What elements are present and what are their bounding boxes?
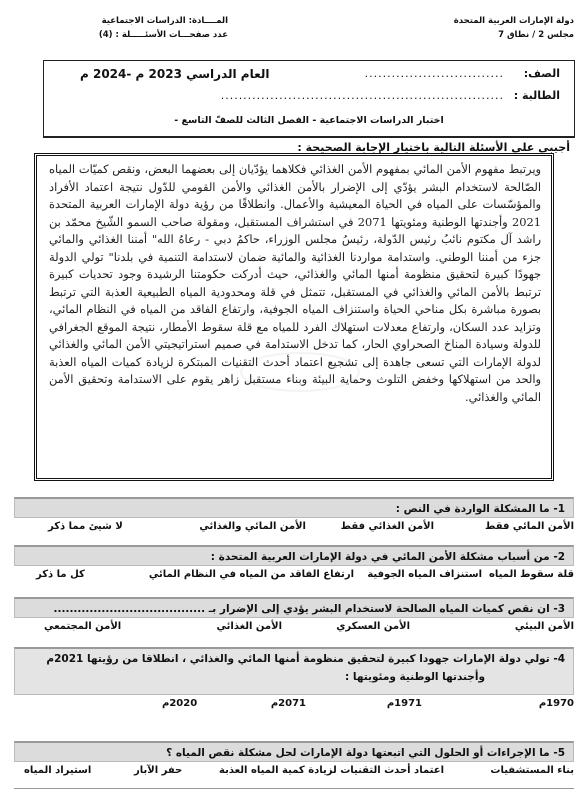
option-3c[interactable]: الأمن الغذائي bbox=[216, 621, 282, 632]
option-3d[interactable]: الأمن المجتمعي bbox=[44, 621, 122, 632]
option-4d[interactable]: 2020م bbox=[162, 698, 198, 709]
grade-label: الصف: bbox=[523, 67, 560, 80]
grade-field[interactable]: ............................... bbox=[364, 67, 504, 80]
pages-count: عدد صفحـــات الأسئـــــلة : (4) bbox=[98, 30, 228, 40]
option-4b[interactable]: 1971م bbox=[386, 698, 422, 709]
passage-text: ويرتبط مفهوم الأمن المائي بمفهوم الأمن الغذائي فكلاهما يؤدّيان إلى بعضهما البعض، ونقص كميّات المياه الصّالحة لاستخدام البشر يؤدّي إلى الإضرار بالأمن الغذائي والأمن القومي للدّول نتيجة اعتماد الأفراد والمؤسّسات على المياه في الحياة المعيشية والأعمال. وانطلاقًا من رؤية دولة الإمارات العربية المتحدة 2021 وأجندتها الوطنية ومئويتها 2071 في استشراف المستقبل، ومقولة صاحب السمو الشّيخ محمّد بن راشد آل مكتوم نائبُ رئيس الدّولة، رئيسُ مجلس الوزراء، حاكمُ دبي - رعاهُ الله" أمننا الغذائي والمائي جزء من أمننا الوطني. واستدامة مواردنا الغذائية والمائية ضمان لاستدامة التنمية في بلدنا" تولي الدولة جهودًا كبيرة لتحقيق منظومة أمنها المائي والغذائي، حيث أدركت حكومتنا الرشيدة وجود تحديات كبيرة ترتبط بالأمن المائي والغذائي في المستقبل، تتمثل في قلة ومحدودية المياه الطبيعية العذبة التي ترتبط بصورة مباشرة بكل مناحي الحياة واستنزاف المياه الجوفية، وارتفاع الفاقد من المياه في النظام المائي، وتزايد عدد السكان، وارتفاع معدلات استهلاك الفرد للمياه مع قلة سقوط الأمطار، نتيجة الموقع الجغرافي للدولة وسيادة المناخ الصحراوي الحار، كما تدخل الاستدامة في صميم استراتيجيتي الأمن المائي والغذائي لدولة الإمارات التي تسعى جاهدة إلى تشجيع اعتماد أحدث التقنيات المبتكرة لزيادة كميات المياه العذبة والحد من استهلاكها وخفض التلوث وحماية البيئة وبناء مستقبل زاهر يقوم على الاستدامة وتحقيق الأمن المائي والغذائي. bbox=[49, 162, 541, 404]
question-1-text: 1- ما المشكلة الواردة في النص : bbox=[14, 497, 574, 518]
option-5d[interactable]: استيراد المياه bbox=[24, 765, 92, 776]
academic-year: العام الدراسي 2023 م -2024 م bbox=[80, 67, 270, 81]
question-4 bbox=[14, 647, 574, 715]
question-5-options bbox=[14, 762, 574, 782]
header-subject-block bbox=[28, 14, 228, 42]
option-4a[interactable]: 1970م bbox=[538, 698, 574, 709]
option-2c[interactable]: ارتفاع الفاقد من المياه في النظام المائي bbox=[148, 569, 354, 580]
option-4c[interactable]: 2071م bbox=[270, 698, 306, 709]
option-1b[interactable]: الأمن الغذائي فقط bbox=[340, 521, 434, 532]
option-1a[interactable]: الأمن المائي فقط bbox=[485, 521, 574, 532]
question-4-line1: 4- تولي دولة الإمارات جهودا كبيرة لتحقيق منظومة أمنها المائي والغذائي ، انطلاقا من رؤيتها 2021م bbox=[46, 653, 565, 665]
question-1 bbox=[14, 497, 574, 538]
student-info-box bbox=[43, 60, 575, 138]
question-2-text: 2- من أسباب مشكلة الأمن المائي في دولة الإمارات العربية المتحدة : bbox=[14, 545, 574, 566]
watermark-stamp bbox=[240, 352, 360, 392]
option-5b[interactable]: اعتماد أحدث التقنيات لزيادة كمية المياه العذبة bbox=[219, 765, 444, 776]
subject-name: المــــادة: الدراسات الاجتماعية bbox=[101, 16, 228, 26]
question-3-options bbox=[14, 618, 574, 638]
exam-title: اختبار الدراسات الاجتماعية - الفصل الثالث للصفّ التاسع - bbox=[174, 115, 444, 126]
option-1d[interactable]: لا شيئ مما ذكر bbox=[48, 521, 123, 532]
option-2a[interactable]: قلة سقوط المياه bbox=[489, 569, 574, 580]
question-4-text bbox=[14, 647, 574, 695]
option-3a[interactable]: الأمن البيئي bbox=[514, 621, 574, 632]
question-3 bbox=[14, 597, 574, 638]
header-school-block bbox=[364, 14, 574, 42]
option-2b[interactable]: استنزاف المياه الجوفية bbox=[367, 569, 482, 580]
question-5-text: 5- ما الإجراءات أو الحلول التي اتبعتها دولة الإمارات لحل مشكلة نقص المياه ؟ bbox=[14, 741, 574, 762]
question-1-options bbox=[14, 518, 574, 538]
option-2d[interactable]: كل ما ذكر bbox=[36, 569, 85, 580]
student-name-field[interactable]: ............................................................... bbox=[220, 89, 504, 102]
option-5c[interactable]: حفر الآبار bbox=[134, 765, 183, 776]
instruction-text: أجيبي على الأسئلة التالية باختيار الإجابة الصحيحة : bbox=[297, 141, 570, 154]
option-3b[interactable]: الأمن العسكري bbox=[336, 621, 410, 632]
council-zone: مجلس 2 / نطاق 7 bbox=[498, 30, 574, 40]
country-name: دولة الإمارات العربية المتحدة bbox=[453, 16, 574, 26]
option-5a[interactable]: بناء المستشفيات bbox=[490, 765, 574, 776]
question-5 bbox=[14, 741, 574, 782]
question-4-options bbox=[14, 695, 574, 715]
question-3-text: 3- ان نقص كميات المياه الصالحة لاستخدام البشر يؤدي إلى الإضرار بـ ...................................... bbox=[14, 597, 574, 618]
reading-passage bbox=[34, 153, 554, 481]
question-2 bbox=[14, 545, 574, 586]
option-1c[interactable]: الأمن المائي والغذائي bbox=[199, 521, 306, 532]
question-2-options bbox=[14, 566, 574, 586]
bottom-rule bbox=[14, 788, 574, 789]
student-label: الطالبة : bbox=[513, 89, 560, 102]
question-4-line2: وأجندتها الوطنية ومئويتها : bbox=[345, 671, 485, 683]
